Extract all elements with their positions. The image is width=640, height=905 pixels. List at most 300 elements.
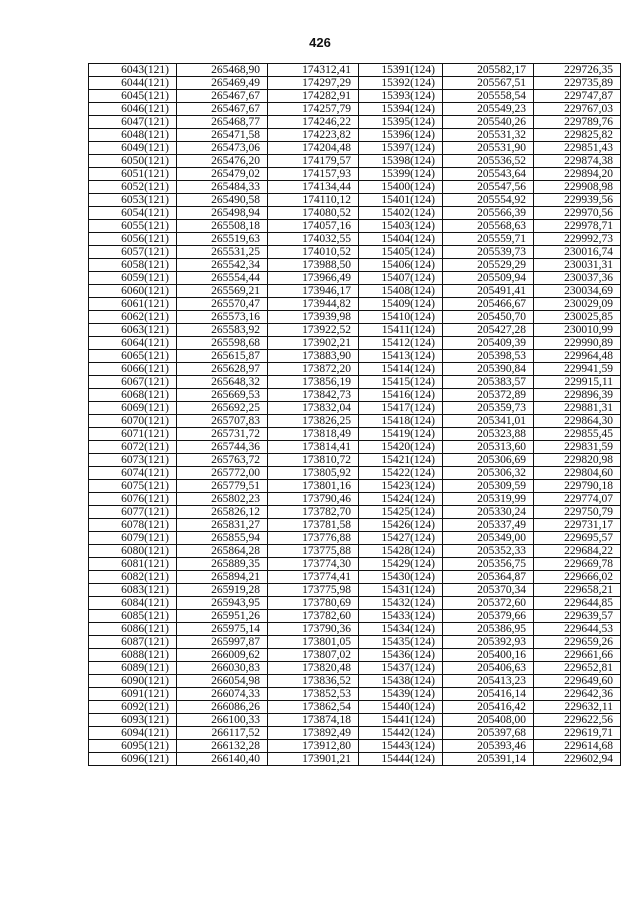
y-coordinate-cell: 173820,48 — [268, 662, 359, 675]
table-row — [89, 324, 621, 337]
point-id-cell: 15400(124) — [359, 181, 443, 194]
point-id-cell: 6085(121) — [89, 610, 177, 623]
point-id-cell: 6088(121) — [89, 649, 177, 662]
x-coordinate-cell: 266074,33 — [177, 688, 268, 701]
y-coordinate-cell: 229735,89 — [534, 77, 621, 90]
y-coordinate-cell: 229642,36 — [534, 688, 621, 701]
x-coordinate-cell: 265772,00 — [177, 467, 268, 480]
x-coordinate-cell: 205566,39 — [443, 207, 534, 220]
x-coordinate-cell: 265468,77 — [177, 116, 268, 129]
point-id-cell: 15432(124) — [359, 597, 443, 610]
x-coordinate-cell: 205549,23 — [443, 103, 534, 116]
point-id-cell: 6095(121) — [89, 740, 177, 753]
point-id-cell: 15422(124) — [359, 467, 443, 480]
table-row — [89, 467, 621, 480]
table-row — [89, 298, 621, 311]
point-id-cell: 6053(121) — [89, 194, 177, 207]
y-coordinate-cell: 229939,56 — [534, 194, 621, 207]
y-coordinate-cell: 173774,30 — [268, 558, 359, 571]
point-id-cell: 15420(124) — [359, 441, 443, 454]
y-coordinate-cell: 229666,02 — [534, 571, 621, 584]
y-coordinate-cell: 229658,21 — [534, 584, 621, 597]
y-coordinate-cell: 229774,07 — [534, 493, 621, 506]
y-coordinate-cell: 229941,59 — [534, 363, 621, 376]
table-row — [89, 584, 621, 597]
y-coordinate-cell: 229767,03 — [534, 103, 621, 116]
point-id-cell: 15443(124) — [359, 740, 443, 753]
point-id-cell: 6058(121) — [89, 259, 177, 272]
y-coordinate-cell: 229915,11 — [534, 376, 621, 389]
x-coordinate-cell: 205330,24 — [443, 506, 534, 519]
x-coordinate-cell: 205559,71 — [443, 233, 534, 246]
y-coordinate-cell: 229894,20 — [534, 168, 621, 181]
table-row — [89, 571, 621, 584]
table-row — [89, 129, 621, 142]
point-id-cell: 15437(124) — [359, 662, 443, 675]
table-row — [89, 740, 621, 753]
y-coordinate-cell: 229684,22 — [534, 545, 621, 558]
x-coordinate-cell: 265519,63 — [177, 233, 268, 246]
point-id-cell: 6076(121) — [89, 493, 177, 506]
y-coordinate-cell: 173852,53 — [268, 688, 359, 701]
table-row — [89, 402, 621, 415]
x-coordinate-cell: 205319,99 — [443, 493, 534, 506]
x-coordinate-cell: 205529,29 — [443, 259, 534, 272]
point-id-cell: 6069(121) — [89, 402, 177, 415]
x-coordinate-cell: 265744,36 — [177, 441, 268, 454]
point-id-cell: 6061(121) — [89, 298, 177, 311]
y-coordinate-cell: 174157,93 — [268, 168, 359, 181]
point-id-cell: 6049(121) — [89, 142, 177, 155]
y-coordinate-cell: 230037,36 — [534, 272, 621, 285]
coordinates-table-body — [89, 64, 621, 766]
point-id-cell: 6066(121) — [89, 363, 177, 376]
x-coordinate-cell: 265889,35 — [177, 558, 268, 571]
x-coordinate-cell: 265569,21 — [177, 285, 268, 298]
point-id-cell: 15436(124) — [359, 649, 443, 662]
point-id-cell: 15411(124) — [359, 324, 443, 337]
y-coordinate-cell: 174246,22 — [268, 116, 359, 129]
point-id-cell: 15435(124) — [359, 636, 443, 649]
table-row — [89, 493, 621, 506]
point-id-cell: 15423(124) — [359, 480, 443, 493]
table-row — [89, 454, 621, 467]
x-coordinate-cell: 265763,72 — [177, 454, 268, 467]
point-id-cell: 15429(124) — [359, 558, 443, 571]
x-coordinate-cell: 266086,26 — [177, 701, 268, 714]
point-id-cell: 15438(124) — [359, 675, 443, 688]
x-coordinate-cell: 265542,34 — [177, 259, 268, 272]
y-coordinate-cell: 229639,57 — [534, 610, 621, 623]
y-coordinate-cell: 173826,25 — [268, 415, 359, 428]
x-coordinate-cell: 265467,67 — [177, 90, 268, 103]
x-coordinate-cell: 266009,62 — [177, 649, 268, 662]
x-coordinate-cell: 205306,32 — [443, 467, 534, 480]
point-id-cell: 15416(124) — [359, 389, 443, 402]
table-row — [89, 610, 621, 623]
x-coordinate-cell: 265570,47 — [177, 298, 268, 311]
point-id-cell: 15431(124) — [359, 584, 443, 597]
x-coordinate-cell: 265598,68 — [177, 337, 268, 350]
table-row — [89, 441, 621, 454]
table-row — [89, 532, 621, 545]
y-coordinate-cell: 173818,49 — [268, 428, 359, 441]
y-coordinate-cell: 173780,69 — [268, 597, 359, 610]
point-id-cell: 6046(121) — [89, 103, 177, 116]
y-coordinate-cell: 229990,89 — [534, 337, 621, 350]
table-row — [89, 337, 621, 350]
x-coordinate-cell: 205416,14 — [443, 688, 534, 701]
table-row — [89, 220, 621, 233]
x-coordinate-cell: 205582,17 — [443, 64, 534, 77]
table-row — [89, 662, 621, 675]
x-coordinate-cell: 265476,20 — [177, 155, 268, 168]
y-coordinate-cell: 230016,74 — [534, 246, 621, 259]
y-coordinate-cell: 174257,79 — [268, 103, 359, 116]
x-coordinate-cell: 265943,95 — [177, 597, 268, 610]
table-row — [89, 389, 621, 402]
x-coordinate-cell: 205567,51 — [443, 77, 534, 90]
point-id-cell: 6092(121) — [89, 701, 177, 714]
point-id-cell: 15421(124) — [359, 454, 443, 467]
x-coordinate-cell: 265919,28 — [177, 584, 268, 597]
x-coordinate-cell: 265554,44 — [177, 272, 268, 285]
x-coordinate-cell: 205309,59 — [443, 480, 534, 493]
x-coordinate-cell: 205409,39 — [443, 337, 534, 350]
x-coordinate-cell: 265855,94 — [177, 532, 268, 545]
x-coordinate-cell: 205416,42 — [443, 701, 534, 714]
x-coordinate-cell: 265467,67 — [177, 103, 268, 116]
point-id-cell: 15392(124) — [359, 77, 443, 90]
table-row — [89, 480, 621, 493]
y-coordinate-cell: 173801,16 — [268, 480, 359, 493]
y-coordinate-cell: 229908,98 — [534, 181, 621, 194]
point-id-cell: 6080(121) — [89, 545, 177, 558]
x-coordinate-cell: 205323,88 — [443, 428, 534, 441]
x-coordinate-cell: 266030,83 — [177, 662, 268, 675]
x-coordinate-cell: 205349,00 — [443, 532, 534, 545]
y-coordinate-cell: 173790,36 — [268, 623, 359, 636]
y-coordinate-cell: 173781,58 — [268, 519, 359, 532]
point-id-cell: 6043(121) — [89, 64, 177, 77]
point-id-cell: 15395(124) — [359, 116, 443, 129]
table-row — [89, 246, 621, 259]
x-coordinate-cell: 205390,84 — [443, 363, 534, 376]
point-id-cell: 15418(124) — [359, 415, 443, 428]
point-id-cell: 15391(124) — [359, 64, 443, 77]
x-coordinate-cell: 205306,69 — [443, 454, 534, 467]
x-coordinate-cell: 265826,12 — [177, 506, 268, 519]
x-coordinate-cell: 265864,28 — [177, 545, 268, 558]
point-id-cell: 6072(121) — [89, 441, 177, 454]
x-coordinate-cell: 205356,75 — [443, 558, 534, 571]
y-coordinate-cell: 173946,17 — [268, 285, 359, 298]
x-coordinate-cell: 205337,49 — [443, 519, 534, 532]
point-id-cell: 15408(124) — [359, 285, 443, 298]
x-coordinate-cell: 265669,53 — [177, 389, 268, 402]
y-coordinate-cell: 173790,46 — [268, 493, 359, 506]
point-id-cell: 15394(124) — [359, 103, 443, 116]
y-coordinate-cell: 229619,71 — [534, 727, 621, 740]
x-coordinate-cell: 205543,64 — [443, 168, 534, 181]
point-id-cell: 15413(124) — [359, 350, 443, 363]
point-id-cell: 15412(124) — [359, 337, 443, 350]
point-id-cell: 6091(121) — [89, 688, 177, 701]
point-id-cell: 15441(124) — [359, 714, 443, 727]
y-coordinate-cell: 173801,05 — [268, 636, 359, 649]
point-id-cell: 6087(121) — [89, 636, 177, 649]
y-coordinate-cell: 174080,52 — [268, 207, 359, 220]
table-row — [89, 753, 621, 766]
table-row — [89, 428, 621, 441]
point-id-cell: 6060(121) — [89, 285, 177, 298]
table-row — [89, 285, 621, 298]
x-coordinate-cell: 205352,33 — [443, 545, 534, 558]
y-coordinate-cell: 229602,94 — [534, 753, 621, 766]
table-row — [89, 350, 621, 363]
point-id-cell: 6070(121) — [89, 415, 177, 428]
x-coordinate-cell: 265831,27 — [177, 519, 268, 532]
y-coordinate-cell: 173862,54 — [268, 701, 359, 714]
x-coordinate-cell: 205558,54 — [443, 90, 534, 103]
table-row — [89, 597, 621, 610]
y-coordinate-cell: 173774,41 — [268, 571, 359, 584]
x-coordinate-cell: 265975,14 — [177, 623, 268, 636]
y-coordinate-cell: 230031,31 — [534, 259, 621, 272]
page-number: 426 — [309, 35, 331, 50]
point-id-cell: 6083(121) — [89, 584, 177, 597]
point-id-cell: 6065(121) — [89, 350, 177, 363]
x-coordinate-cell: 205413,23 — [443, 675, 534, 688]
y-coordinate-cell: 229978,71 — [534, 220, 621, 233]
y-coordinate-cell: 174179,57 — [268, 155, 359, 168]
y-coordinate-cell: 229881,31 — [534, 402, 621, 415]
y-coordinate-cell: 229644,85 — [534, 597, 621, 610]
y-coordinate-cell: 229992,73 — [534, 233, 621, 246]
x-coordinate-cell: 205450,70 — [443, 311, 534, 324]
point-id-cell: 6051(121) — [89, 168, 177, 181]
table-row — [89, 376, 621, 389]
point-id-cell: 6090(121) — [89, 675, 177, 688]
point-id-cell: 6071(121) — [89, 428, 177, 441]
y-coordinate-cell: 173775,98 — [268, 584, 359, 597]
y-coordinate-cell: 229652,81 — [534, 662, 621, 675]
y-coordinate-cell: 229669,78 — [534, 558, 621, 571]
table-row — [89, 272, 621, 285]
y-coordinate-cell: 229864,30 — [534, 415, 621, 428]
x-coordinate-cell: 205547,56 — [443, 181, 534, 194]
x-coordinate-cell: 205397,68 — [443, 727, 534, 740]
y-coordinate-cell: 174010,52 — [268, 246, 359, 259]
point-id-cell: 6074(121) — [89, 467, 177, 480]
x-coordinate-cell: 205313,60 — [443, 441, 534, 454]
x-coordinate-cell: 205398,53 — [443, 350, 534, 363]
y-coordinate-cell: 229804,60 — [534, 467, 621, 480]
table-row — [89, 207, 621, 220]
point-id-cell: 6059(121) — [89, 272, 177, 285]
y-coordinate-cell: 229964,48 — [534, 350, 621, 363]
x-coordinate-cell: 265573,16 — [177, 311, 268, 324]
x-coordinate-cell: 265531,25 — [177, 246, 268, 259]
y-coordinate-cell: 173782,70 — [268, 506, 359, 519]
table-row — [89, 363, 621, 376]
point-id-cell: 15404(124) — [359, 233, 443, 246]
table-row — [89, 142, 621, 155]
point-id-cell: 15401(124) — [359, 194, 443, 207]
table-row — [89, 103, 621, 116]
x-coordinate-cell: 205400,16 — [443, 649, 534, 662]
x-coordinate-cell: 265692,25 — [177, 402, 268, 415]
x-coordinate-cell: 266132,28 — [177, 740, 268, 753]
y-coordinate-cell: 173807,02 — [268, 649, 359, 662]
point-id-cell: 6047(121) — [89, 116, 177, 129]
x-coordinate-cell: 265615,87 — [177, 350, 268, 363]
table-row — [89, 168, 621, 181]
x-coordinate-cell: 265648,32 — [177, 376, 268, 389]
table-row — [89, 77, 621, 90]
x-coordinate-cell: 266117,52 — [177, 727, 268, 740]
y-coordinate-cell: 174134,44 — [268, 181, 359, 194]
x-coordinate-cell: 265997,87 — [177, 636, 268, 649]
y-coordinate-cell: 173874,18 — [268, 714, 359, 727]
point-id-cell: 15424(124) — [359, 493, 443, 506]
x-coordinate-cell: 205383,57 — [443, 376, 534, 389]
x-coordinate-cell: 205531,90 — [443, 142, 534, 155]
x-coordinate-cell: 265508,18 — [177, 220, 268, 233]
x-coordinate-cell: 205391,14 — [443, 753, 534, 766]
point-id-cell: 15409(124) — [359, 298, 443, 311]
x-coordinate-cell: 205466,67 — [443, 298, 534, 311]
point-id-cell: 6055(121) — [89, 220, 177, 233]
table-row — [89, 155, 621, 168]
table-row — [89, 688, 621, 701]
y-coordinate-cell: 173775,88 — [268, 545, 359, 558]
x-coordinate-cell: 265490,58 — [177, 194, 268, 207]
y-coordinate-cell: 173805,92 — [268, 467, 359, 480]
table-row — [89, 506, 621, 519]
table-row — [89, 90, 621, 103]
x-coordinate-cell: 265473,06 — [177, 142, 268, 155]
point-id-cell: 6063(121) — [89, 324, 177, 337]
point-id-cell: 6084(121) — [89, 597, 177, 610]
x-coordinate-cell: 205341,01 — [443, 415, 534, 428]
x-coordinate-cell: 265779,51 — [177, 480, 268, 493]
x-coordinate-cell: 266100,33 — [177, 714, 268, 727]
point-id-cell: 15399(124) — [359, 168, 443, 181]
y-coordinate-cell: 173883,90 — [268, 350, 359, 363]
point-id-cell: 15415(124) — [359, 376, 443, 389]
point-id-cell: 6052(121) — [89, 181, 177, 194]
y-coordinate-cell: 229831,59 — [534, 441, 621, 454]
point-id-cell: 15440(124) — [359, 701, 443, 714]
point-id-cell: 15414(124) — [359, 363, 443, 376]
y-coordinate-cell: 173842,73 — [268, 389, 359, 402]
table-row — [89, 181, 621, 194]
point-id-cell: 6048(121) — [89, 129, 177, 142]
table-row — [89, 259, 621, 272]
point-id-cell: 15405(124) — [359, 246, 443, 259]
point-id-cell: 6057(121) — [89, 246, 177, 259]
point-id-cell: 6054(121) — [89, 207, 177, 220]
table-row — [89, 636, 621, 649]
point-id-cell: 6093(121) — [89, 714, 177, 727]
y-coordinate-cell: 173810,72 — [268, 454, 359, 467]
point-id-cell: 15417(124) — [359, 402, 443, 415]
x-coordinate-cell: 265951,26 — [177, 610, 268, 623]
y-coordinate-cell: 174297,29 — [268, 77, 359, 90]
y-coordinate-cell: 229622,56 — [534, 714, 621, 727]
y-coordinate-cell: 173901,21 — [268, 753, 359, 766]
y-coordinate-cell: 173836,52 — [268, 675, 359, 688]
table-row — [89, 649, 621, 662]
point-id-cell: 6077(121) — [89, 506, 177, 519]
x-coordinate-cell: 265498,94 — [177, 207, 268, 220]
y-coordinate-cell: 174223,82 — [268, 129, 359, 142]
y-coordinate-cell: 173922,52 — [268, 324, 359, 337]
x-coordinate-cell: 205509,94 — [443, 272, 534, 285]
table-row — [89, 727, 621, 740]
y-coordinate-cell: 173902,21 — [268, 337, 359, 350]
x-coordinate-cell: 205392,93 — [443, 636, 534, 649]
x-coordinate-cell: 205531,32 — [443, 129, 534, 142]
y-coordinate-cell: 229970,56 — [534, 207, 621, 220]
y-coordinate-cell: 173944,82 — [268, 298, 359, 311]
x-coordinate-cell: 205393,46 — [443, 740, 534, 753]
point-id-cell: 15396(124) — [359, 129, 443, 142]
table-row — [89, 194, 621, 207]
x-coordinate-cell: 265731,72 — [177, 428, 268, 441]
point-id-cell: 6089(121) — [89, 662, 177, 675]
y-coordinate-cell: 173988,50 — [268, 259, 359, 272]
point-id-cell: 15393(124) — [359, 90, 443, 103]
point-id-cell: 6079(121) — [89, 532, 177, 545]
y-coordinate-cell: 229851,43 — [534, 142, 621, 155]
x-coordinate-cell: 205364,87 — [443, 571, 534, 584]
x-coordinate-cell: 265479,02 — [177, 168, 268, 181]
point-id-cell: 15398(124) — [359, 155, 443, 168]
coordinates-table — [88, 63, 621, 766]
point-id-cell: 6078(121) — [89, 519, 177, 532]
x-coordinate-cell: 205386,95 — [443, 623, 534, 636]
y-coordinate-cell: 229659,26 — [534, 636, 621, 649]
x-coordinate-cell: 265484,33 — [177, 181, 268, 194]
y-coordinate-cell: 173892,49 — [268, 727, 359, 740]
x-coordinate-cell: 205406,63 — [443, 662, 534, 675]
x-coordinate-cell: 205536,52 — [443, 155, 534, 168]
x-coordinate-cell: 205372,89 — [443, 389, 534, 402]
y-coordinate-cell: 229896,39 — [534, 389, 621, 402]
y-coordinate-cell: 173912,80 — [268, 740, 359, 753]
point-id-cell: 6064(121) — [89, 337, 177, 350]
y-coordinate-cell: 229644,53 — [534, 623, 621, 636]
point-id-cell: 15444(124) — [359, 753, 443, 766]
x-coordinate-cell: 265468,90 — [177, 64, 268, 77]
x-coordinate-cell: 266054,98 — [177, 675, 268, 688]
y-coordinate-cell: 229750,79 — [534, 506, 621, 519]
point-id-cell: 15434(124) — [359, 623, 443, 636]
x-coordinate-cell: 205568,63 — [443, 220, 534, 233]
x-coordinate-cell: 205372,60 — [443, 597, 534, 610]
y-coordinate-cell: 230025,85 — [534, 311, 621, 324]
table-row — [89, 675, 621, 688]
x-coordinate-cell: 265707,83 — [177, 415, 268, 428]
point-id-cell: 15419(124) — [359, 428, 443, 441]
x-coordinate-cell: 205540,26 — [443, 116, 534, 129]
table-row — [89, 116, 621, 129]
point-id-cell: 6086(121) — [89, 623, 177, 636]
point-id-cell: 6068(121) — [89, 389, 177, 402]
point-id-cell: 6050(121) — [89, 155, 177, 168]
